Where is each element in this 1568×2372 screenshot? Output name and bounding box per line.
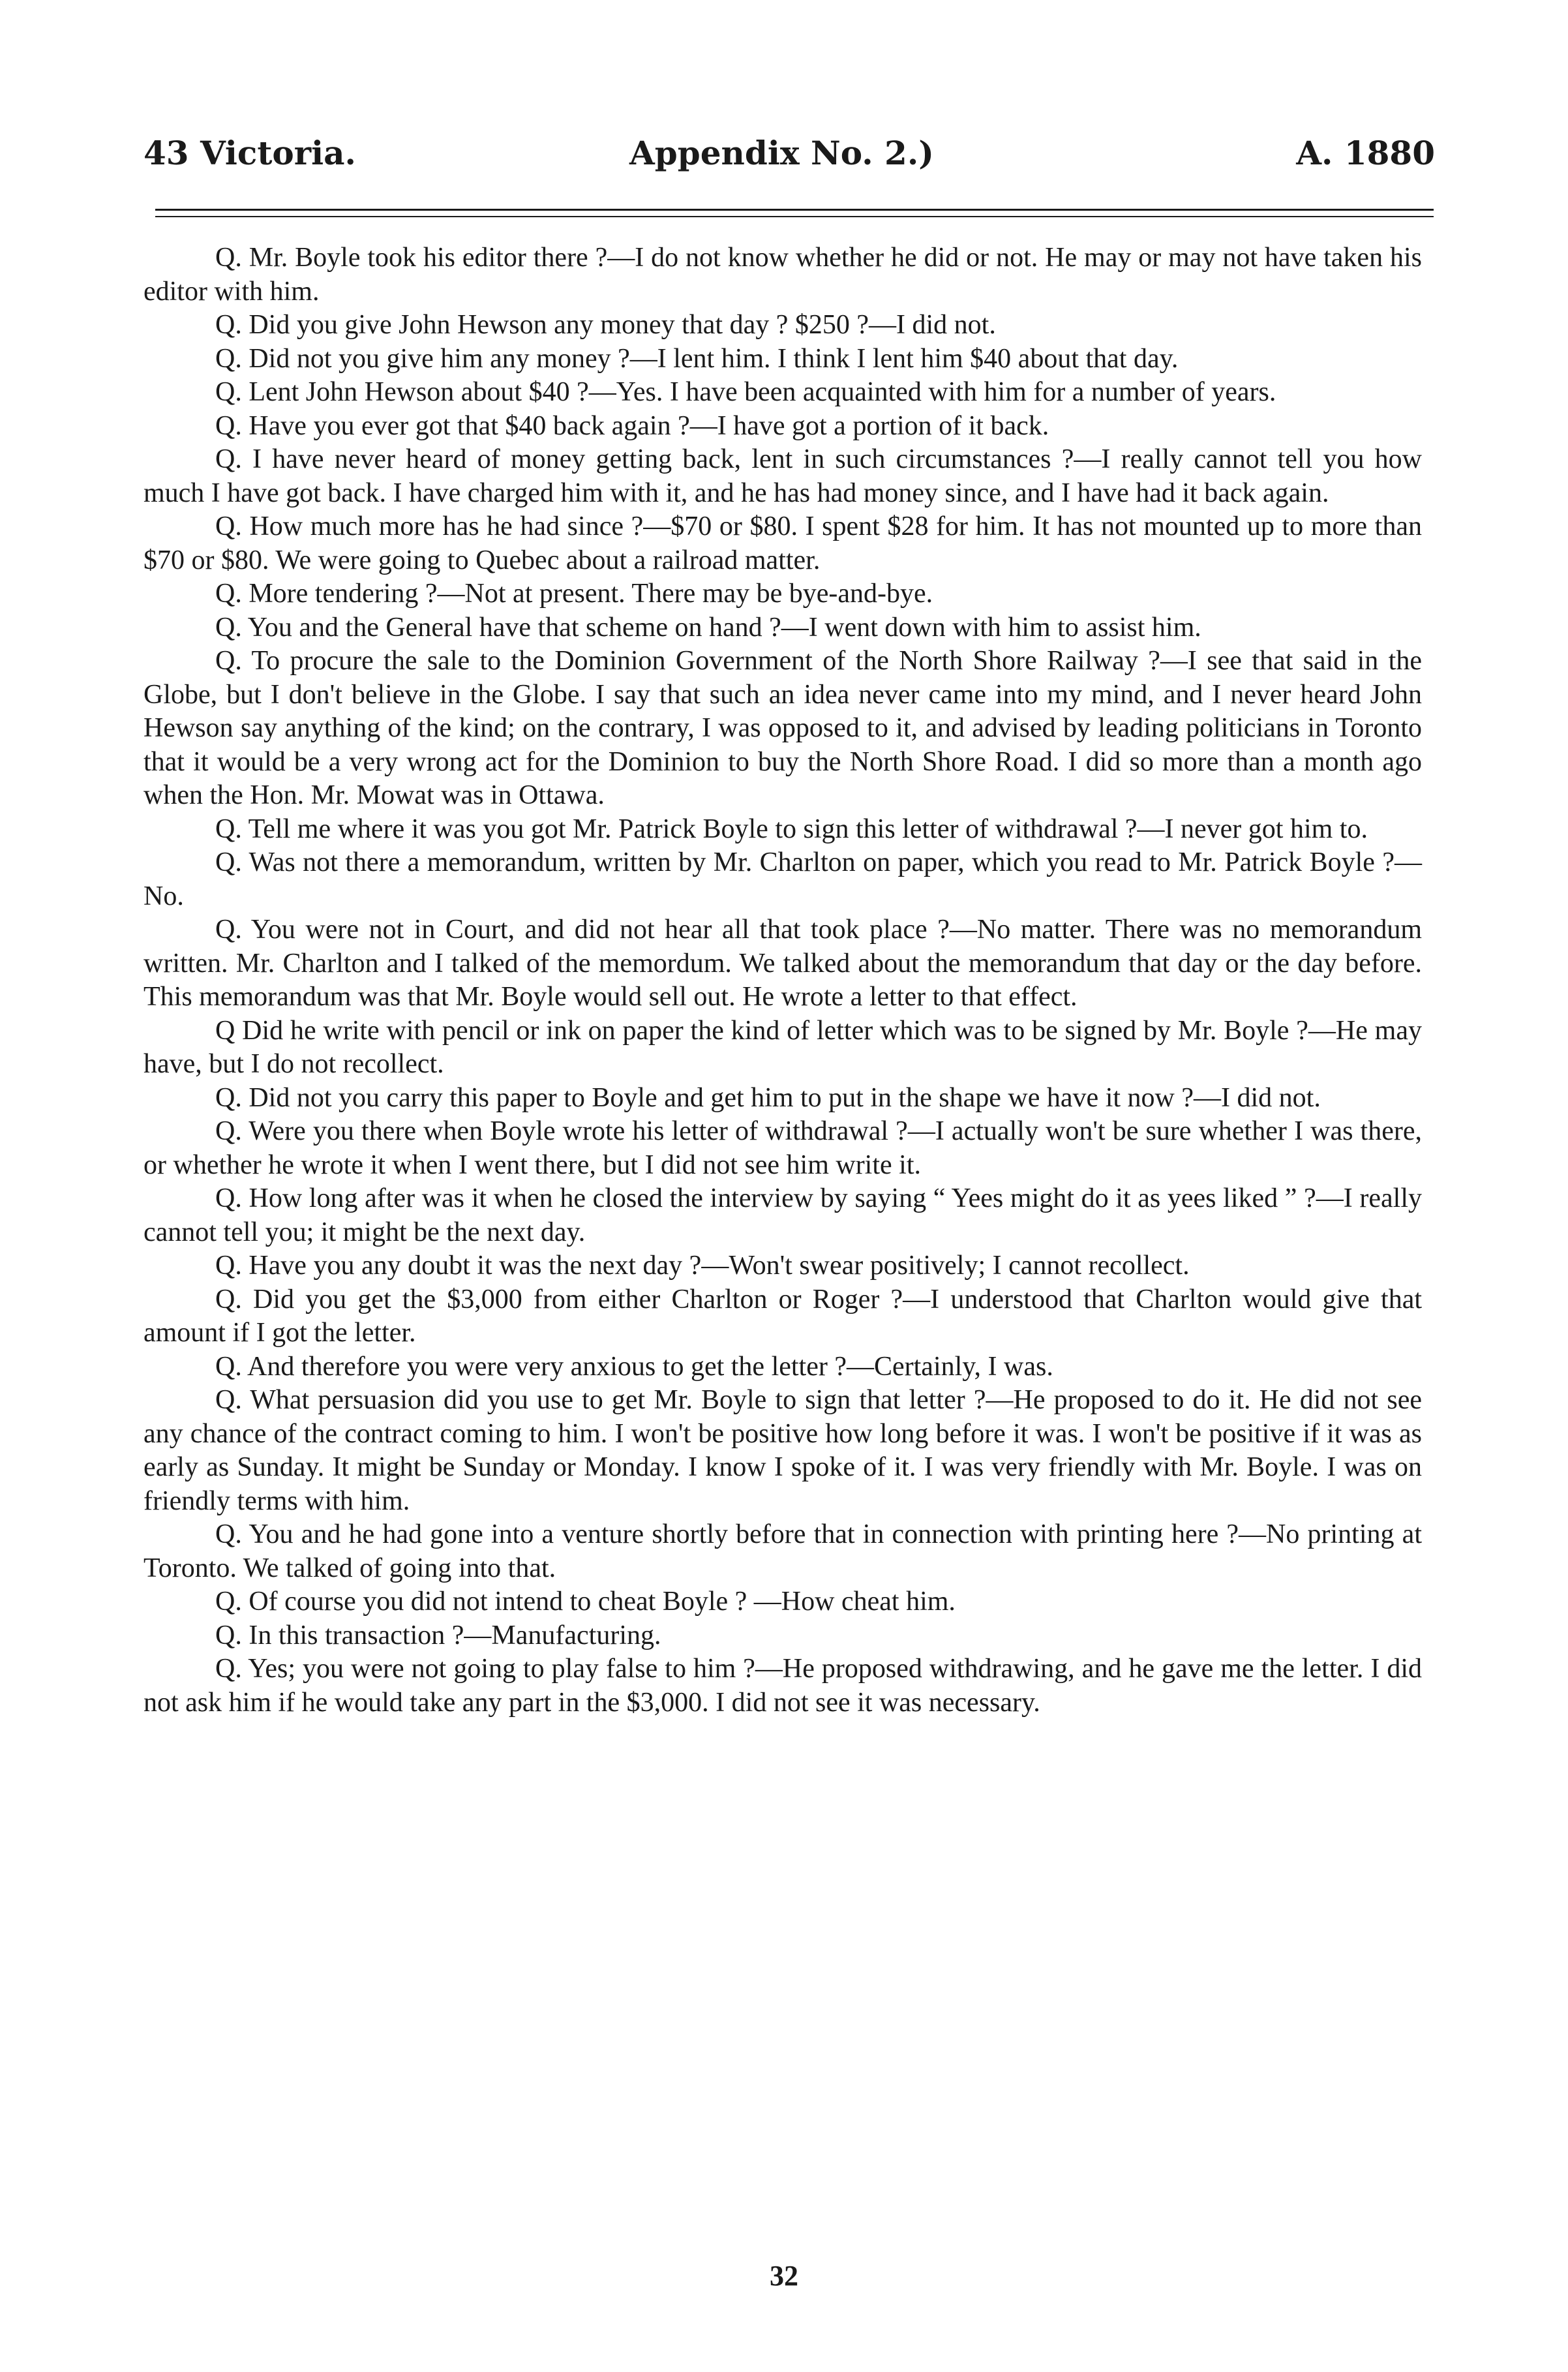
qa-paragraph: Q. Lent John Hewson about $40 ?—Yes. I have been acquainted with him for a number of years. bbox=[215, 377, 1276, 407]
qa-paragraph: Q. Tell me where it was you got Mr. Patrick Boyle to sign this letter of withdrawal ?—I never got him to. bbox=[215, 813, 1368, 844]
running-header bbox=[143, 134, 1435, 186]
qa-paragraph: Q. Have you any doubt it was the next day ?—Won't swear positively; I cannot recollect. bbox=[215, 1251, 1190, 1281]
qa-paragraph: Q. Was not there a memorandum, written by Mr. Charlton on paper, which you read to Mr. Patrick Boyle ?—No. bbox=[143, 847, 1422, 911]
qa-paragraph: Q. Did you get the $3,000 from either Charlton or Roger ?—I understood that Charlton would give that amount if I got the letter. bbox=[143, 1284, 1422, 1348]
header-appendix: Appendix No. 2.) bbox=[629, 134, 934, 172]
qa-paragraph: Q. I have never heard of money getting back, lent in such circumstances ?—I really cannot tell you how much I have got back. I have charged him with it, and he has had money since, and I have had it back again. bbox=[143, 444, 1422, 508]
testimony-body bbox=[143, 241, 1422, 1720]
qa-paragraph: Q. You and the General have that scheme on hand ?—I went down with him to assist him. bbox=[215, 612, 1201, 643]
qa-paragraph: Q. What persuasion did you use to get Mr. Boyle to sign that letter ?—He proposed to do it. He did not see any chance of the contract coming to him. I won't be positive how long before it was. I won't be positive if it was as early as Sunday. It might be Sunday or Monday. I know I spoke of it. I was very friendly with Mr. Boyle. I was on friendly terms with him. bbox=[143, 1385, 1422, 1516]
qa-paragraph: Q. Were you there when Boyle wrote his letter of withdrawal ?—I actually won't be sure whether I was there, or whether he wrote it when I went there, but I did not see him write it. bbox=[143, 1116, 1422, 1180]
qa-paragraph: Q. You were not in Court, and did not hear all that took place ?—No matter. There was no memorandum written. Mr. Charlton and I talked of the memordum. We talked about the memorandum that day or the day before. This memorandum was that Mr. Boyle would sell out. He wrote a letter to that effect. bbox=[143, 915, 1422, 1012]
header-rule-bottom bbox=[155, 216, 1434, 217]
page-number: 32 bbox=[770, 2260, 798, 2292]
qa-paragraph: Q Did he write with pencil or ink on paper the kind of letter which was to be signed by Mr. Boyle ?—He may have, but I do not recollect. bbox=[143, 1015, 1422, 1079]
header-year: A. 1880 bbox=[1296, 134, 1435, 172]
qa-paragraph: Q. Of course you did not intend to cheat Boyle ? —How cheat him. bbox=[215, 1587, 956, 1617]
qa-paragraph: Q. In this transaction ?—Manufacturing. bbox=[215, 1620, 661, 1650]
qa-paragraph: Q. Did not you carry this paper to Boyle and get him to put in the shape we have it now ?—I did not. bbox=[215, 1082, 1321, 1113]
qa-paragraph: Q. And therefore you were very anxious to get the letter ?—Certainly, I was. bbox=[215, 1351, 1053, 1382]
header-rule-top bbox=[155, 209, 1434, 211]
qa-paragraph: Q. Did not you give him any money ?—I lent him. I think I lent him $40 about that day. bbox=[215, 343, 1179, 374]
qa-paragraph: Q. You and he had gone into a venture shortly before that in connection with printing here ?—No printing at Toronto. We talked of going into that. bbox=[143, 1519, 1422, 1583]
qa-paragraph: Q. Did you give John Hewson any money that day ? $250 ?—I did not. bbox=[215, 310, 996, 340]
header-session: 43 Victoria. bbox=[143, 134, 356, 172]
qa-paragraph: Q. Yes; you were not going to play false to him ?—He proposed withdrawing, and he gave me the letter. I did not ask him if he would take any part in the $3,000. I did not see it was necessary. bbox=[143, 1654, 1422, 1718]
qa-paragraph: Q. More tendering ?—Not at present. There may be bye-and-bye. bbox=[215, 579, 933, 609]
qa-paragraph: Q. How much more has he had since ?—$70 or $80. I spent $28 for him. It has not mounted up to more than $70 or $80. We were going to Quebec about a railroad matter. bbox=[143, 511, 1422, 575]
qa-paragraph: Q. Mr. Boyle took his editor there ?—I do not know whether he did or not. He may or may not have taken his editor with him. bbox=[143, 243, 1422, 307]
qa-paragraph: Q. How long after was it when he closed the interview by saying “ Yees might do it as yees liked ” ?—I really cannot tell you; it might be the next day. bbox=[143, 1183, 1422, 1247]
qa-paragraph: Q. To procure the sale to the Dominion Government of the North Shore Railway ?—I see that said in the Globe, but I don't believe in the Globe. I say that such an idea never came into my mind, and I never heard John Hewson say anything of the kind; on the contrary, I was opposed to it, and advised by leading politicians in Toronto that it would be a very wrong act for the Dominion to buy the North Shore Road. I did so more than a month ago when the Hon. Mr. Mowat was in Ottawa. bbox=[143, 646, 1422, 810]
qa-paragraph: Q. Have you ever got that $40 back again ?—I have got a portion of it back. bbox=[215, 410, 1049, 441]
